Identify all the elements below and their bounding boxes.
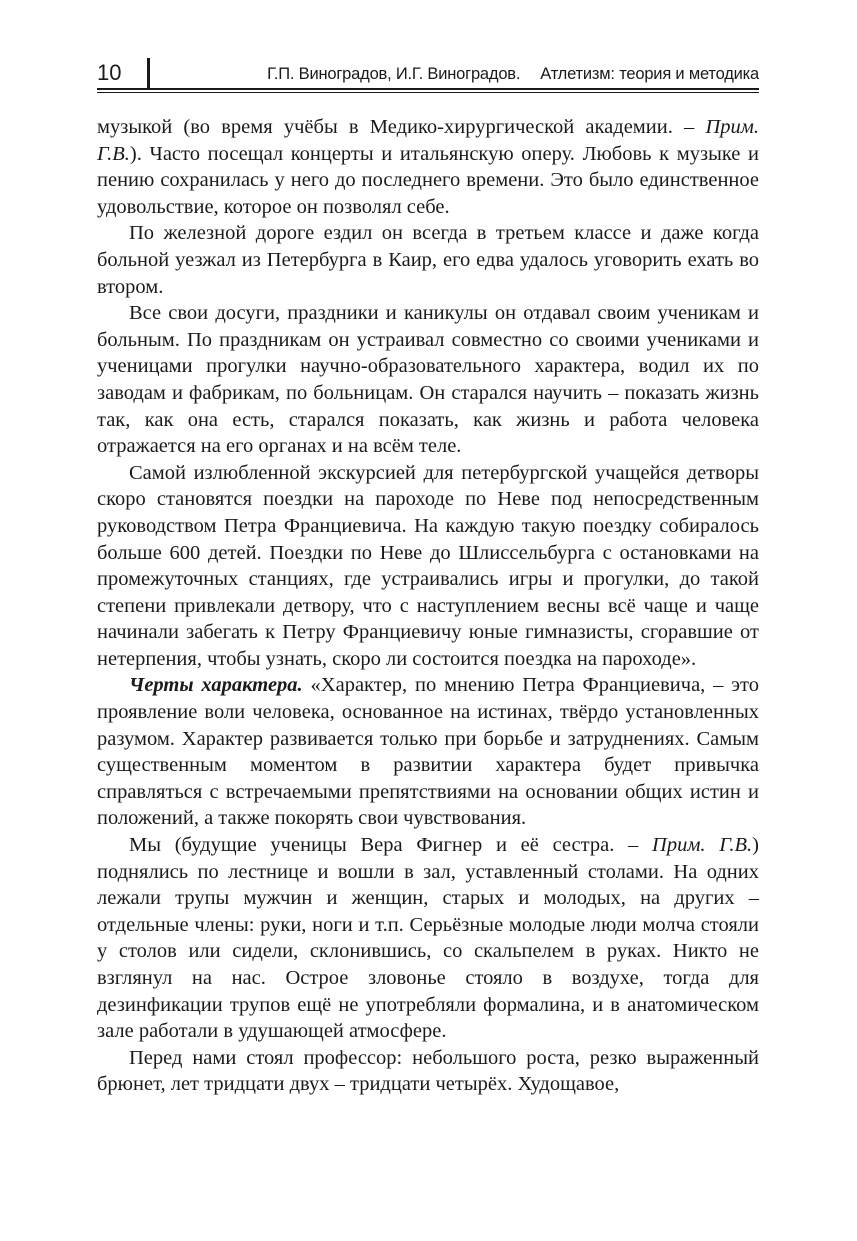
paragraph-text: ) поднялись по лестнице и вошли в зал, уставленный столами. На одних лежали трупы мужчин и женщин, старых и молодых, на других – отдельные члены: руки, ноги и т.п. Серьёзные молодые люди молча стояли у столов или сидели, склонившись, со скальпелем в руках. Никто не взглянул на нас. Острое зловонье стояло в воздухе, тогда для дезинфикации трупов ещё не употребляли формалина, и в анатомическом зале работали в удушающей атмосфере. <box>97 834 759 1043</box>
paragraph-1 <box>97 114 759 220</box>
paragraph-3 <box>97 300 759 460</box>
paragraph-text: Самой излюбленной экскурсией для петербургской учащейся детворы скоро становятся поездки на пароходе по Неве под непосредственным руководством Петра Франциевича. На каждую такую поездку собиралось больше 600 детей. Поездки по Неве до Шлиссельбурга с остановками на промежуточных станциях, где устраивались игры и прогулки, до такой степени привлекали детвору, что с наступлением весны всё чаще и чаще начинали забегать к Петру Франциевичу юные гимназисты, сгоравшие от нетерпения, чтобы узнать, скоро ли состоится поездка на пароходе». <box>97 461 759 670</box>
running-head-authors: Г.П. Виноградов, И.Г. Виноградов. <box>267 65 521 83</box>
editor-note: Прим. Г.В. <box>652 834 753 857</box>
paragraph-5 <box>97 672 759 832</box>
page-number: 10 <box>97 60 122 85</box>
paragraph-text: ). Часто посещал концерты и итальянскую оперу. Любовь к музыке и пению сохранилась у него до последнего времени. Это было единственное удовольствие, которое он позволял себе. <box>97 142 759 218</box>
paragraph-text: «Характер, по мнению Петра Франциевича, – это проявление воли человека, основанное на истинах, твёрдо установленных разумом. Характер развивается только при борьбе и затруднениях. Самым существенным моментом в развитии характера будет привычка справляться с встречаемыми препятствиями на основании общих истин и положений, а также покорять свои чувствования. <box>97 674 759 830</box>
page-header <box>97 58 759 88</box>
running-head-book-title: Атлетизм: теория и методика <box>540 65 759 83</box>
paragraph-4 <box>97 460 759 673</box>
header-rule-thin <box>97 92 759 93</box>
section-run-in-heading: Черты характера. <box>129 674 303 697</box>
running-head <box>267 64 759 84</box>
body-text <box>97 114 759 1098</box>
editor-note: Прим. Г.В. <box>97 116 759 165</box>
paragraph-2 <box>97 220 759 300</box>
header-vertical-bar <box>147 58 150 88</box>
paragraph-6 <box>97 832 759 1045</box>
paragraph-text: Все свои досуги, праздники и каникулы он отдавал своим ученикам и больным. По праздникам он устраивал совместно со своими учениками и ученицами прогулки научно-образовательного характера, водил их по заводам и фабрикам, по больницам. Он старался научить – показать жизнь так, как она есть, старался показать, как жизнь и работа человека отражается на его органах и на всём теле. <box>97 302 759 458</box>
paragraph-text: музыкой (во время учёбы в Медико-хирургической академии. – <box>97 116 706 138</box>
paragraph-text: Мы (будущие ученицы Вера Фигнер и её сестра. – <box>129 834 653 857</box>
paragraph-text: Перед нами стоял профессор: небольшого роста, резко выраженный брюнет, лет тридцати двух – тридцати четырёх. Худощавое, <box>97 1046 759 1096</box>
header-rule-thick <box>97 88 759 90</box>
paragraph-7 <box>97 1045 759 1098</box>
paragraph-text: По железной дороге ездил он всегда в третьем классе и даже когда больной уезжал из Петербурга в Каир, его едва удалось уговорить ехать во втором. <box>97 222 759 298</box>
